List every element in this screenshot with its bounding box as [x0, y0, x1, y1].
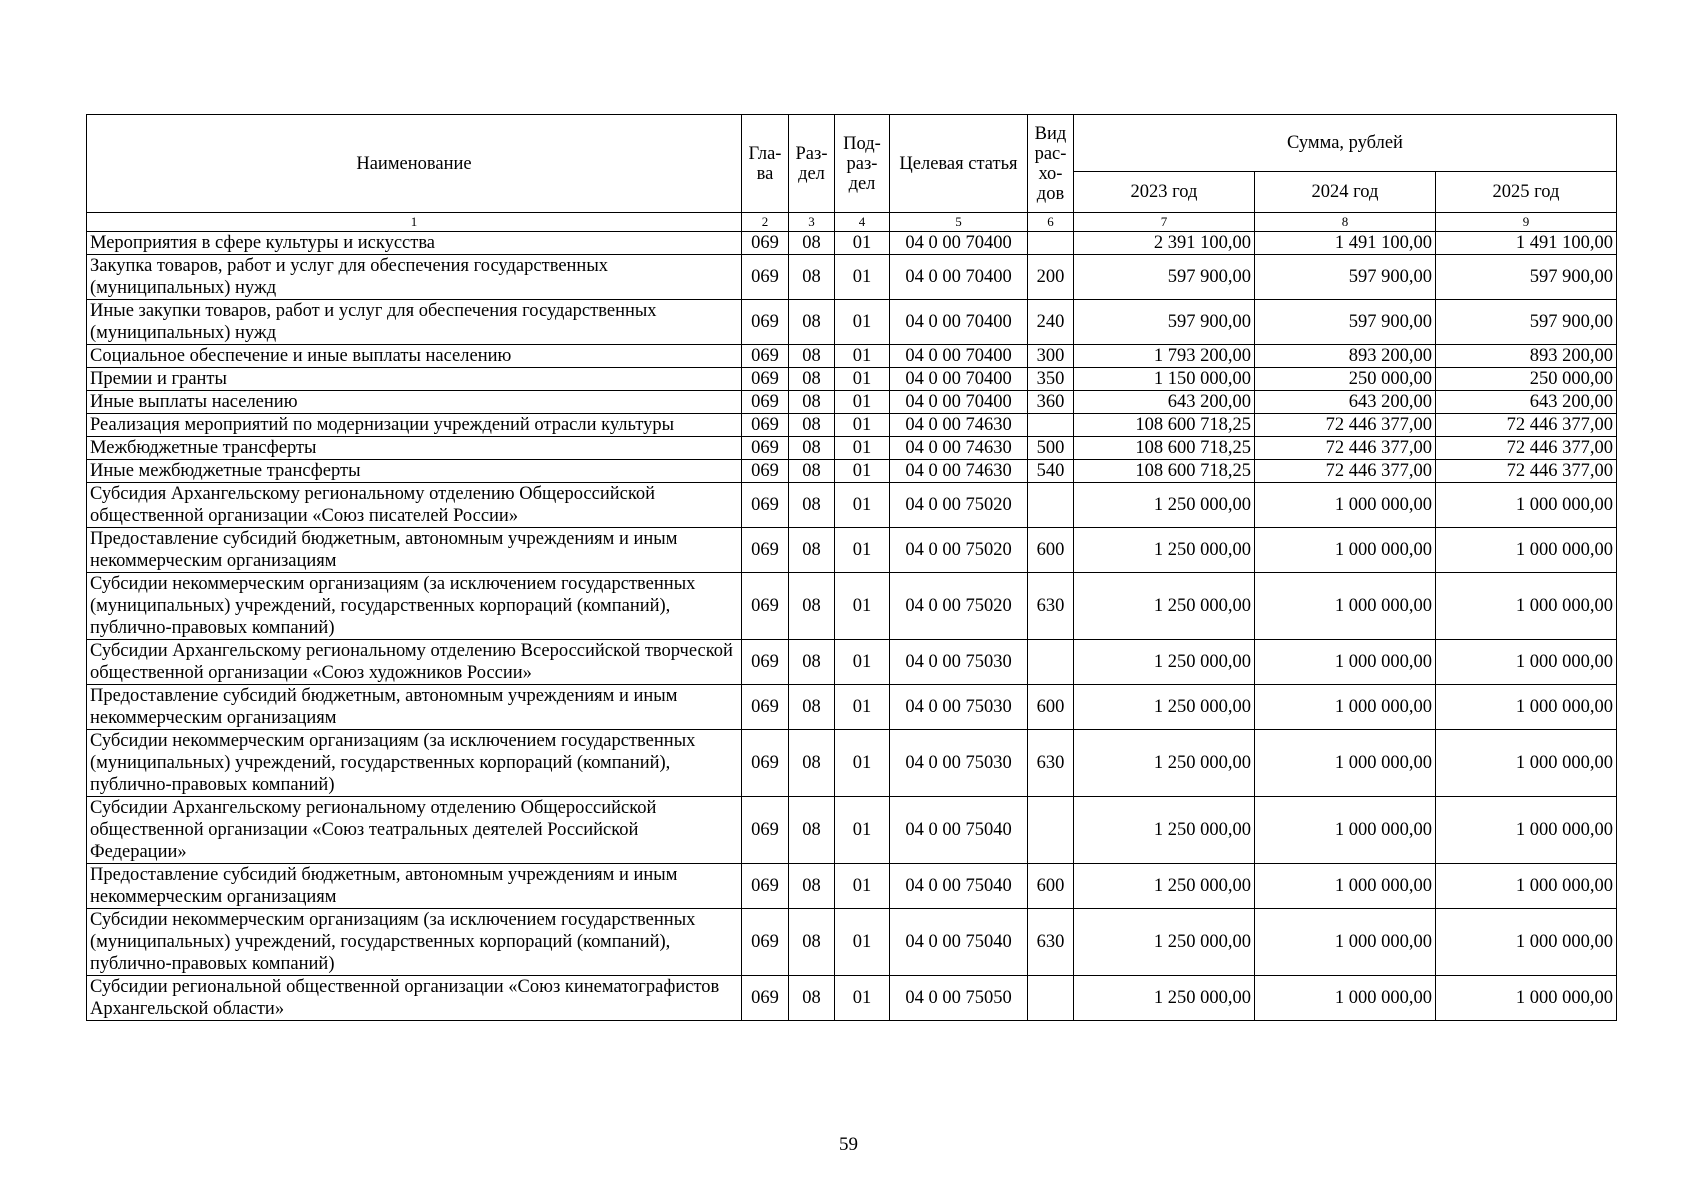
row-subsection: 01 — [835, 573, 890, 640]
row-chapter: 069 — [742, 483, 789, 528]
row-chapter: 069 — [742, 232, 789, 255]
row-sum-2023: 108 600 718,25 — [1074, 460, 1255, 483]
row-sum-2025: 1 000 000,00 — [1436, 528, 1617, 573]
row-target-article: 04 0 00 70400 — [890, 300, 1028, 345]
table-row — [87, 864, 1617, 909]
row-sum-2023: 1 250 000,00 — [1074, 640, 1255, 685]
table-row — [87, 232, 1617, 255]
column-number: 9 — [1436, 213, 1617, 232]
row-target-article: 04 0 00 75030 — [890, 685, 1028, 730]
row-subsection: 01 — [835, 460, 890, 483]
row-subsection: 01 — [835, 797, 890, 864]
table-row — [87, 976, 1617, 1021]
row-chapter: 069 — [742, 573, 789, 640]
row-name: Иные закупки товаров, работ и услуг для обеспечения государственных (муниципальных) нужд — [87, 300, 742, 345]
table-row — [87, 797, 1617, 864]
row-sum-2024: 1 000 000,00 — [1255, 797, 1436, 864]
row-sum-2023: 1 150 000,00 — [1074, 368, 1255, 391]
row-section: 08 — [789, 730, 835, 797]
row-name: Субсидии некоммерческим организациям (за исключением государственных (муниципальных) учреждений, государственных корпораций (компаний), публично-правовых компаний) — [87, 909, 742, 976]
row-section: 08 — [789, 414, 835, 437]
row-expense-type: 540 — [1028, 460, 1074, 483]
row-sum-2024: 893 200,00 — [1255, 345, 1436, 368]
row-sum-2024: 1 491 100,00 — [1255, 232, 1436, 255]
row-sum-2023: 1 250 000,00 — [1074, 685, 1255, 730]
row-sum-2025: 1 000 000,00 — [1436, 685, 1617, 730]
row-sum-2025: 72 446 377,00 — [1436, 414, 1617, 437]
row-chapter: 069 — [742, 368, 789, 391]
row-sum-2025: 597 900,00 — [1436, 255, 1617, 300]
row-sum-2025: 72 446 377,00 — [1436, 437, 1617, 460]
table-row — [87, 573, 1617, 640]
row-chapter: 069 — [742, 437, 789, 460]
row-section: 08 — [789, 300, 835, 345]
row-target-article: 04 0 00 70400 — [890, 232, 1028, 255]
row-sum-2023: 643 200,00 — [1074, 391, 1255, 414]
row-expense-type — [1028, 976, 1074, 1021]
row-expense-type: 630 — [1028, 730, 1074, 797]
row-expense-type — [1028, 797, 1074, 864]
column-number: 8 — [1255, 213, 1436, 232]
row-expense-type: 240 — [1028, 300, 1074, 345]
row-name: Премии и гранты — [87, 368, 742, 391]
table-row — [87, 368, 1617, 391]
row-chapter: 069 — [742, 460, 789, 483]
row-name: Закупка товаров, работ и услуг для обеспечения государственных (муниципальных) нужд — [87, 255, 742, 300]
row-sum-2023: 1 793 200,00 — [1074, 345, 1255, 368]
row-name: Предоставление субсидий бюджетным, автономным учреждениям и иным некоммерческим организациям — [87, 685, 742, 730]
row-sum-2023: 108 600 718,25 — [1074, 414, 1255, 437]
row-sum-2025: 1 000 000,00 — [1436, 640, 1617, 685]
row-expense-type: 600 — [1028, 864, 1074, 909]
table-row — [87, 300, 1617, 345]
row-section: 08 — [789, 437, 835, 460]
row-subsection: 01 — [835, 368, 890, 391]
table-row — [87, 640, 1617, 685]
row-sum-2023: 1 250 000,00 — [1074, 864, 1255, 909]
row-name: Субсидии региональной общественной организации «Союз кинематографистов Архангельской области» — [87, 976, 742, 1021]
column-number: 6 — [1028, 213, 1074, 232]
row-subsection: 01 — [835, 976, 890, 1021]
row-section: 08 — [789, 391, 835, 414]
row-expense-type: 300 — [1028, 345, 1074, 368]
row-target-article: 04 0 00 75020 — [890, 573, 1028, 640]
row-target-article: 04 0 00 70400 — [890, 391, 1028, 414]
row-target-article: 04 0 00 75030 — [890, 730, 1028, 797]
row-section: 08 — [789, 255, 835, 300]
row-expense-type: 360 — [1028, 391, 1074, 414]
row-subsection: 01 — [835, 685, 890, 730]
row-target-article: 04 0 00 70400 — [890, 368, 1028, 391]
row-section: 08 — [789, 864, 835, 909]
row-target-article: 04 0 00 75050 — [890, 976, 1028, 1021]
row-subsection: 01 — [835, 391, 890, 414]
row-sum-2024: 1 000 000,00 — [1255, 640, 1436, 685]
row-sum-2024: 1 000 000,00 — [1255, 976, 1436, 1021]
row-target-article: 04 0 00 75040 — [890, 909, 1028, 976]
row-name: Субсидии некоммерческим организациям (за исключением государственных (муниципальных) учреждений, государственных корпораций (компаний), публично-правовых компаний) — [87, 730, 742, 797]
row-target-article: 04 0 00 74630 — [890, 460, 1028, 483]
row-name: Иные межбюджетные трансферты — [87, 460, 742, 483]
row-sum-2023: 108 600 718,25 — [1074, 437, 1255, 460]
row-section: 08 — [789, 528, 835, 573]
row-name: Социальное обеспечение и иные выплаты населению — [87, 345, 742, 368]
table-row — [87, 414, 1617, 437]
row-sum-2025: 893 200,00 — [1436, 345, 1617, 368]
header-year-2024: 2024 год — [1255, 172, 1436, 213]
table-row — [87, 391, 1617, 414]
row-expense-type: 630 — [1028, 573, 1074, 640]
row-sum-2024: 1 000 000,00 — [1255, 730, 1436, 797]
page-number: 59 — [839, 1134, 858, 1155]
row-target-article: 04 0 00 75020 — [890, 483, 1028, 528]
row-chapter: 069 — [742, 300, 789, 345]
row-name: Мероприятия в сфере культуры и искусства — [87, 232, 742, 255]
row-chapter: 069 — [742, 685, 789, 730]
row-section: 08 — [789, 685, 835, 730]
row-subsection: 01 — [835, 300, 890, 345]
row-subsection: 01 — [835, 437, 890, 460]
row-subsection: 01 — [835, 640, 890, 685]
row-chapter: 069 — [742, 976, 789, 1021]
row-sum-2023: 1 250 000,00 — [1074, 976, 1255, 1021]
row-subsection: 01 — [835, 909, 890, 976]
row-name: Реализация мероприятий по модернизации учреждений отрасли культуры — [87, 414, 742, 437]
row-chapter: 069 — [742, 528, 789, 573]
row-subsection: 01 — [835, 864, 890, 909]
row-name: Субсидии Архангельскому региональному отделению Общероссийской общественной организации «Союз театральных деятелей Российской Федерации» — [87, 797, 742, 864]
row-sum-2025: 1 000 000,00 — [1436, 573, 1617, 640]
row-sum-2025: 1 491 100,00 — [1436, 232, 1617, 255]
row-sum-2024: 1 000 000,00 — [1255, 685, 1436, 730]
column-number: 2 — [742, 213, 789, 232]
table-row — [87, 345, 1617, 368]
row-expense-type: 200 — [1028, 255, 1074, 300]
table-row — [87, 685, 1617, 730]
row-section: 08 — [789, 232, 835, 255]
row-chapter: 069 — [742, 909, 789, 976]
row-sum-2024: 1 000 000,00 — [1255, 483, 1436, 528]
row-target-article: 04 0 00 74630 — [890, 414, 1028, 437]
table-row — [87, 528, 1617, 573]
row-sum-2025: 1 000 000,00 — [1436, 797, 1617, 864]
column-number: 5 — [890, 213, 1028, 232]
row-subsection: 01 — [835, 483, 890, 528]
column-number: 3 — [789, 213, 835, 232]
row-subsection: 01 — [835, 255, 890, 300]
row-expense-type: 600 — [1028, 528, 1074, 573]
row-sum-2025: 250 000,00 — [1436, 368, 1617, 391]
row-expense-type: 350 — [1028, 368, 1074, 391]
row-sum-2024: 643 200,00 — [1255, 391, 1436, 414]
row-target-article: 04 0 00 70400 — [890, 255, 1028, 300]
row-sum-2024: 72 446 377,00 — [1255, 414, 1436, 437]
row-expense-type: 500 — [1028, 437, 1074, 460]
row-chapter: 069 — [742, 345, 789, 368]
row-sum-2024: 72 446 377,00 — [1255, 437, 1436, 460]
row-section: 08 — [789, 640, 835, 685]
row-subsection: 01 — [835, 345, 890, 368]
row-sum-2025: 1 000 000,00 — [1436, 483, 1617, 528]
row-name: Субсидия Архангельскому региональному отделению Общероссийской общественной организации «Союз писателей России» — [87, 483, 742, 528]
row-sum-2024: 1 000 000,00 — [1255, 528, 1436, 573]
row-expense-type — [1028, 640, 1074, 685]
row-sum-2025: 597 900,00 — [1436, 300, 1617, 345]
row-name: Иные выплаты населению — [87, 391, 742, 414]
row-chapter: 069 — [742, 864, 789, 909]
row-sum-2024: 72 446 377,00 — [1255, 460, 1436, 483]
row-target-article: 04 0 00 75020 — [890, 528, 1028, 573]
row-section: 08 — [789, 976, 835, 1021]
table-row — [87, 483, 1617, 528]
column-number: 4 — [835, 213, 890, 232]
row-sum-2024: 1 000 000,00 — [1255, 909, 1436, 976]
row-sum-2024: 1 000 000,00 — [1255, 864, 1436, 909]
row-sum-2024: 597 900,00 — [1255, 255, 1436, 300]
row-sum-2023: 1 250 000,00 — [1074, 483, 1255, 528]
row-name: Предоставление субсидий бюджетным, автономным учреждениям и иным некоммерческим организациям — [87, 864, 742, 909]
row-sum-2025: 1 000 000,00 — [1436, 909, 1617, 976]
row-chapter: 069 — [742, 797, 789, 864]
table-row — [87, 437, 1617, 460]
row-sum-2025: 72 446 377,00 — [1436, 460, 1617, 483]
row-expense-type — [1028, 232, 1074, 255]
budget-table — [86, 114, 1617, 1021]
row-section: 08 — [789, 573, 835, 640]
row-expense-type — [1028, 483, 1074, 528]
row-subsection: 01 — [835, 730, 890, 797]
row-sum-2023: 1 250 000,00 — [1074, 909, 1255, 976]
row-section: 08 — [789, 345, 835, 368]
table-row — [87, 909, 1617, 976]
row-sum-2025: 1 000 000,00 — [1436, 730, 1617, 797]
row-chapter: 069 — [742, 255, 789, 300]
column-number: 7 — [1074, 213, 1255, 232]
header-target-article: Целевая статья — [890, 115, 1028, 213]
row-section: 08 — [789, 368, 835, 391]
row-chapter: 069 — [742, 730, 789, 797]
row-section: 08 — [789, 909, 835, 976]
row-chapter: 069 — [742, 414, 789, 437]
row-sum-2023: 597 900,00 — [1074, 255, 1255, 300]
table-body — [87, 232, 1617, 1021]
row-section: 08 — [789, 483, 835, 528]
row-sum-2024: 1 000 000,00 — [1255, 573, 1436, 640]
row-subsection: 01 — [835, 414, 890, 437]
header-expense-type: Вид рас-хо-дов — [1028, 115, 1074, 213]
row-expense-type: 600 — [1028, 685, 1074, 730]
row-name: Субсидии некоммерческим организациям (за исключением государственных (муниципальных) учреждений, государственных корпораций (компаний), публично-правовых компаний) — [87, 573, 742, 640]
row-subsection: 01 — [835, 528, 890, 573]
header-chapter: Гла-ва — [742, 115, 789, 213]
row-sum-2025: 643 200,00 — [1436, 391, 1617, 414]
row-sum-2023: 597 900,00 — [1074, 300, 1255, 345]
row-sum-2023: 2 391 100,00 — [1074, 232, 1255, 255]
row-chapter: 069 — [742, 391, 789, 414]
table-row — [87, 730, 1617, 797]
row-section: 08 — [789, 460, 835, 483]
row-name: Межбюджетные трансферты — [87, 437, 742, 460]
row-sum-2023: 1 250 000,00 — [1074, 573, 1255, 640]
header-sum: Сумма, рублей — [1074, 115, 1617, 172]
row-target-article: 04 0 00 75040 — [890, 864, 1028, 909]
row-chapter: 069 — [742, 640, 789, 685]
table-row — [87, 255, 1617, 300]
row-sum-2025: 1 000 000,00 — [1436, 864, 1617, 909]
row-subsection: 01 — [835, 232, 890, 255]
row-expense-type: 630 — [1028, 909, 1074, 976]
header-name: Наименование — [87, 115, 742, 213]
row-sum-2024: 250 000,00 — [1255, 368, 1436, 391]
header-subsection: Под-раз-дел — [835, 115, 890, 213]
table-row — [87, 460, 1617, 483]
row-sum-2023: 1 250 000,00 — [1074, 730, 1255, 797]
row-expense-type — [1028, 414, 1074, 437]
row-target-article: 04 0 00 75030 — [890, 640, 1028, 685]
row-sum-2023: 1 250 000,00 — [1074, 528, 1255, 573]
row-section: 08 — [789, 797, 835, 864]
row-sum-2024: 597 900,00 — [1255, 300, 1436, 345]
column-number: 1 — [87, 213, 742, 232]
row-target-article: 04 0 00 75040 — [890, 797, 1028, 864]
row-sum-2025: 1 000 000,00 — [1436, 976, 1617, 1021]
row-sum-2023: 1 250 000,00 — [1074, 797, 1255, 864]
row-target-article: 04 0 00 74630 — [890, 437, 1028, 460]
header-section: Раз-дел — [789, 115, 835, 213]
row-name: Предоставление субсидий бюджетным, автономным учреждениям и иным некоммерческим организациям — [87, 528, 742, 573]
row-target-article: 04 0 00 70400 — [890, 345, 1028, 368]
header-year-2023: 2023 год — [1074, 172, 1255, 213]
row-name: Субсидии Архангельскому региональному отделению Всероссийской творческой общественной организации «Союз художников России» — [87, 640, 742, 685]
header-year-2025: 2025 год — [1436, 172, 1617, 213]
